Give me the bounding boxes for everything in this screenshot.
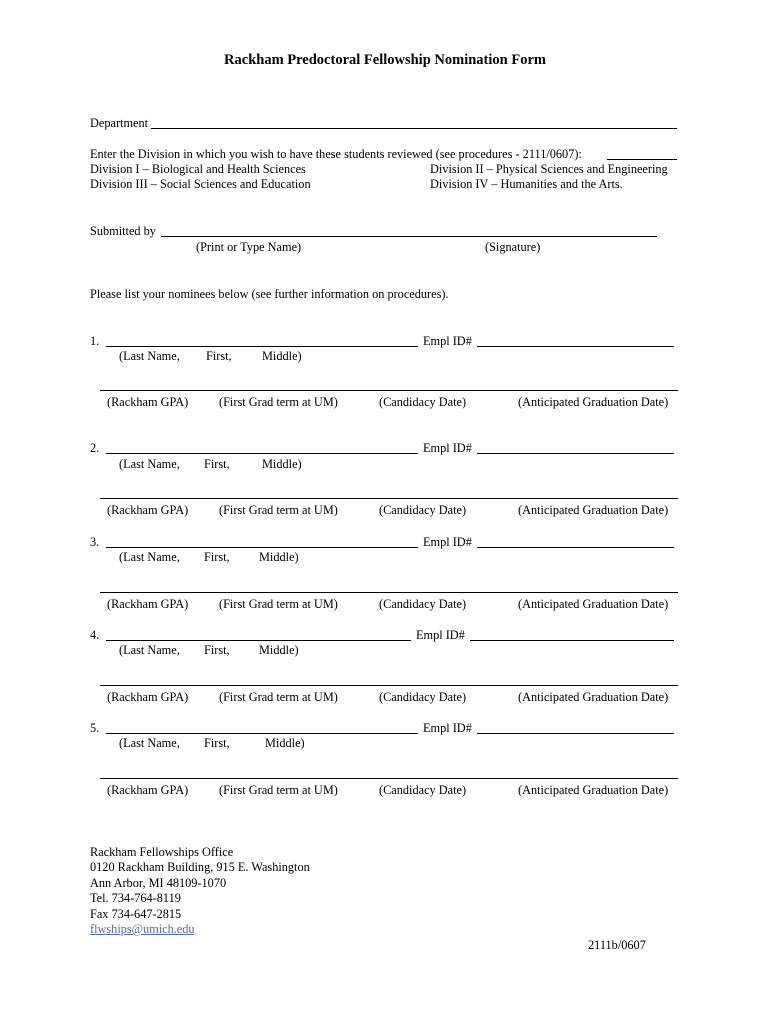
division-2: Division II – Physical Sciences and Engineering [430,162,668,176]
graduation-hint: (Anticipated Graduation Date) [518,690,669,704]
office-city: Ann Arbor, MI 48109-1070 [90,876,227,890]
last-name-hint: (Last Name, [119,457,180,471]
first-term-hint: (First Grad term at UM) [219,503,338,517]
nominee-number: 4. [90,628,100,642]
gpa-hint: (Rackham GPA) [107,395,189,409]
nominee-name-field[interactable] [106,733,418,734]
office-tel: Tel. 734-764-8119 [90,891,181,905]
candidacy-hint: (Candidacy Date) [379,783,467,797]
gpa-hint: (Rackham GPA) [107,597,189,611]
empl-id-field[interactable] [477,547,674,548]
division-1: Division I – Biological and Health Sciences [90,162,306,176]
first-name-hint: First, [204,736,230,750]
empl-id-field[interactable] [477,346,674,347]
last-name-hint: (Last Name, [119,643,180,657]
middle-name-hint: Middle) [262,349,302,363]
first-term-hint: (First Grad term at UM) [219,783,338,797]
empl-id-label: Empl ID# [423,441,472,455]
gpa-hint: (Rackham GPA) [107,503,189,517]
division-field[interactable] [607,159,677,160]
first-term-hint: (First Grad term at UM) [219,395,338,409]
nominee-number: 2. [90,441,100,455]
empl-id-label: Empl ID# [423,721,472,735]
graduation-hint: (Anticipated Graduation Date) [518,395,669,409]
nominee-details-field[interactable] [100,592,678,593]
empl-id-label: Empl ID# [416,628,465,642]
last-name-hint: (Last Name, [119,736,180,750]
empl-id-field[interactable] [477,733,674,734]
first-name-hint: First, [206,349,232,363]
office-name: Rackham Fellowships Office [90,845,234,859]
graduation-hint: (Anticipated Graduation Date) [518,597,669,611]
gpa-hint: (Rackham GPA) [107,783,189,797]
office-address: 0120 Rackham Building, 915 E. Washington [90,860,310,874]
division-4: Division IV – Humanities and the Arts. [430,177,623,191]
print-name-hint: (Print or Type Name) [196,240,302,254]
empl-id-label: Empl ID# [423,334,472,348]
graduation-hint: (Anticipated Graduation Date) [518,783,669,797]
graduation-hint: (Anticipated Graduation Date) [518,503,669,517]
first-term-hint: (First Grad term at UM) [219,597,338,611]
first-name-hint: First, [204,643,230,657]
candidacy-hint: (Candidacy Date) [379,597,467,611]
first-name-hint: First, [204,550,230,564]
department-label: Department [90,116,149,130]
candidacy-hint: (Candidacy Date) [379,503,467,517]
division-3: Division III – Social Sciences and Education [90,177,311,191]
candidacy-hint: (Candidacy Date) [379,395,467,409]
office-email-link[interactable]: flwships@umich.edu [90,922,195,936]
nominee-number: 1. [90,334,100,348]
nominee-details-field[interactable] [100,778,678,779]
middle-name-hint: Middle) [259,643,299,657]
nominee-details-field[interactable] [100,685,678,686]
last-name-hint: (Last Name, [119,550,180,564]
middle-name-hint: Middle) [262,457,302,471]
division-prompt: Enter the Division in which you wish to have these students reviewed (see procedures - 2111/0607): [90,147,582,161]
nominee-details-field[interactable] [100,498,678,499]
candidacy-hint: (Candidacy Date) [379,690,467,704]
nominee-name-field[interactable] [106,346,418,347]
department-field[interactable] [151,128,677,129]
submitted-by-field[interactable] [161,236,657,237]
empl-id-field[interactable] [470,640,674,641]
signature-hint: (Signature) [485,240,541,254]
nominee-name-field[interactable] [106,547,418,548]
first-term-hint: (First Grad term at UM) [219,690,338,704]
last-name-hint: (Last Name, [119,349,180,363]
page-title: Rackham Predoctoral Fellowship Nomination Form [224,52,546,68]
nominees-prompt: Please list your nominees below (see further information on procedures). [90,287,449,301]
office-fax: Fax 734-647-2815 [90,907,182,921]
middle-name-hint: Middle) [259,550,299,564]
nominee-details-field[interactable] [100,390,678,391]
nominee-name-field[interactable] [106,453,418,454]
empl-id-field[interactable] [477,453,674,454]
empl-id-label: Empl ID# [423,535,472,549]
gpa-hint: (Rackham GPA) [107,690,189,704]
form-code: 2111b/0607 [588,938,646,952]
middle-name-hint: Middle) [265,736,305,750]
nominee-number: 5. [90,721,100,735]
nominee-number: 3. [90,535,100,549]
first-name-hint: First, [204,457,230,471]
nominee-name-field[interactable] [106,640,411,641]
submitted-by-label: Submitted by [90,224,156,238]
